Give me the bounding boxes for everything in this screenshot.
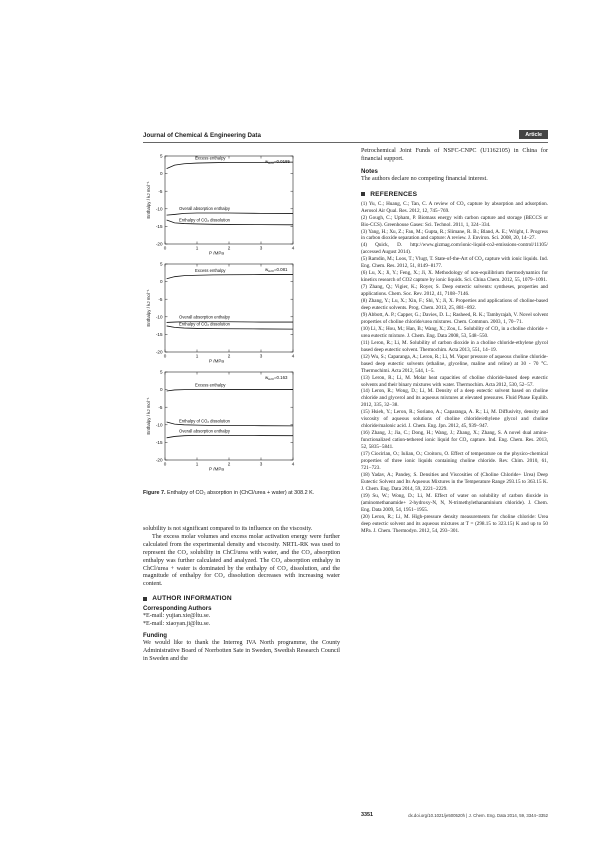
notes-heading: Notes (361, 167, 378, 175)
reference-item: (4) Quick, D. http://www.gizmag.com/ionic-liquid-co2-emissions-control/11105/ (accessed August 2014). (361, 242, 548, 256)
x-tick-label: 1 (195, 353, 199, 359)
y-tick-label: -20 (155, 457, 163, 463)
reference-item: (6) Lu, X.; Ji, Y.; Feng, X.; Ji, X. Methodology of non-equilibrium thermodynamics for kinetics research of CO2 capture by ionic liquids. Sci. China Chem. 2012, 55, 1079−1091. (361, 270, 548, 284)
caption-text: Enthalpy of CO₂ absorption in (ChCl/urea + water) at 308.2 K. (166, 490, 315, 496)
reference-item: (2) Gough, C.; Upham, P. Biomass energy with carbon capture and storage (BECCS or Bio-CCS). Greenhouse Gases: Sci. Technol. 2011, 1, 324−334. (361, 214, 548, 228)
notes-text: The authors declare no competing financial interest. (361, 175, 488, 182)
y-tick-label: -5 (158, 188, 163, 194)
reference-item: (17) Ciocirlan, O.; Iulian, O.; Croitoru, O. Effect of temperature on the physico-chemical properties of three ionic liquids containing choline chloride. Rev. Chim. 2010, 61, 721−723. (361, 451, 548, 471)
x-tick-label: 1 (195, 461, 199, 467)
reference-item: (18) Yadav, A.; Pandey, S. Densities and Viscosities of (Choline Chloride+ Urea) Deep Eutectic Solvent and Its Aqueous Mixtures in the Temperature Range 293.15 to 363.15 K. J. Chem. Eng. Data 2014, 59, 2221−2229. (361, 471, 548, 492)
series-label: Overall absorption enthalpy (179, 428, 230, 434)
paragraph: The excess molar volumes and excess molar activation energy were further calculated from the experimental density and viscosity. NRTL-RK was used to represent the CO₂ solubility in ChCl/urea with water, and the CO₂ absorption enthalpy was further calculated and analyzed. The CO₂ absorption enthalpy in ChCl/urea + water is dominated by the enthalpy of CO₂ dissolution, and the magnitude of enthalpy for CO₂ dissolution decreases with increasing water content. (143, 533, 340, 588)
series-line (167, 389, 293, 391)
plot-frame (165, 372, 293, 460)
water-fraction-label: $w_{H2O}=0.0185$ (265, 159, 290, 165)
series-line (167, 275, 293, 279)
x-axis-label: P /MPa (209, 466, 224, 472)
figure-caption (143, 490, 340, 497)
reference-item: (12) Wu, S.; Caparanga, A.; Leron, R.; Li, M. Vapor pressure of aqueous choline chloride-based deep eutectic solvents (ethaline, glyceline, maline and reline) at 30 - 70 °C. Thermochimi. Acta 2012, 544, 1−5. (361, 353, 548, 374)
y-tick-label: 0 (159, 171, 163, 177)
y-tick-label: -10 (155, 422, 163, 428)
x-tick-label: 2 (227, 353, 231, 359)
series-label: Enthalpy of CO₂ dissolution (179, 217, 230, 223)
x-axis-label: P /MPa (209, 358, 224, 364)
x-tick-label: 4 (291, 245, 295, 251)
email-2[interactable]: *E-mail: xiaoyan.ji@ltu.se. (143, 621, 211, 628)
plot-frame (165, 264, 293, 352)
reference-item: (1) Yu, C.; Huang, C.; Tan, C. A review of CO₂ capture by absorption and adsorption. Aerosol Air Qual. Res. 2012, 12, 745−769. (361, 200, 548, 214)
figure-7 (143, 146, 340, 486)
caption-label: Figure 7. (143, 490, 166, 496)
series-label: Overall absorption enthalpy (179, 314, 230, 320)
reference-item: (5) Ramdin, M.; Loos, T.; Vlugt, T. State-of-the-Art of CO₂ capture with ionic liquids. Ind. Eng. Chem. Res. 2012, 51, 8149−8177. (361, 256, 548, 270)
x-tick-label: 1 (195, 245, 199, 251)
reference-item: (15) Hsieh, Y.; Leron, R.; Soriano, A.; Caparanga, A. R.; Li, M. Diffusivity, density and viscosity of aqueous solutions of choline chloride/ethylene glycol and choline chloride/malonic acid. J. Chem. Eng. Jpn. 2012, 45, 939−947. (361, 409, 548, 430)
reference-item: (9) Abbott, A. P.; Capper, G.; Davies, D. L.; Rasheed, R. K.; Tambyrajah, V. Novel solvent properties of choline chloride/urea mixtures. Chem. Commun. 2003, 1, 70−71. (361, 311, 548, 325)
references-heading: REFERENCES (361, 191, 548, 198)
y-tick-label: -20 (155, 349, 163, 355)
doi-citation[interactable]: dx.doi.org/10.1021/je500520h | J. Chem. Eng. Data 2014, 59, 3344−3352 (408, 812, 548, 818)
left-column (143, 146, 340, 786)
y-tick-label: 0 (159, 279, 163, 285)
x-tick-label: 3 (259, 461, 263, 467)
funding-text: We would like to thank the Interreg IVA North programme, the County Administrative Board of Norrbotten Sate in Sweden, Swedish Research Council in Sweden and the (143, 640, 340, 662)
y-tick-label: 5 (159, 153, 163, 159)
series-label: Enthalpy of CO₂ dissolution (179, 321, 230, 327)
author-info-heading: AUTHOR INFORMATION (143, 595, 340, 602)
series-line (167, 213, 293, 215)
journal-title: Journal of Chemical & Engineering Data (143, 132, 261, 139)
page-number: 3351 (361, 812, 373, 818)
series-label: Overall absorption enthalpy (179, 206, 230, 212)
reference-item: (7) Zhang, Q.; Vigier, K.; Royer, S. Deep eutectic solvents: syntheses, properties and applications. Chem. Soc. Rev. 2012, 41, 7108−7146. (361, 284, 548, 298)
reference-item: (3) Yang, H.; Xu, Z.; Fan, M.; Gupta, R.; Slimane, R. B.; Bland, A. E.; Wright, I. Progress in carbon dioxide separation and capture: A review. J. Environ. Sci. 2008, 20, 14−27. (361, 228, 548, 242)
series-label: Excess enthalpy (195, 267, 226, 273)
left-body-text (143, 526, 340, 664)
reference-item: (10) Li, X.; Hou, M.; Han, B.; Wang, X.; Zou, L. Solubility of CO₂ in a choline chloride + urea eutectic mixture. J. Chem. Eng. Data 2008, 53, 548−550. (361, 325, 548, 339)
reference-item: (16) Zhang, J.; Jia, C.; Dong, H.; Wang, J.; Zhang, X.; Zhang, S. A novel dual amino-functionalized cation-tethered ionic liquid for CO₂ capture. Ind. Eng. Chem. Res. 2013, 52, 5835−5841. (361, 430, 548, 451)
reference-list (361, 201, 548, 535)
x-tick-label: 0 (163, 353, 167, 359)
x-tick-label: 4 (291, 353, 295, 359)
y-tick-label: 0 (159, 387, 163, 393)
header-rule (143, 142, 548, 143)
x-tick-label: 3 (259, 353, 263, 359)
section-square-icon (143, 597, 147, 601)
x-tick-label: 2 (227, 245, 231, 251)
section-square-icon (361, 192, 365, 196)
x-tick-label: 2 (227, 461, 231, 467)
x-tick-label: 0 (163, 461, 167, 467)
y-tick-label: -15 (155, 332, 163, 337)
reference-item: (13) Leron, R.; Li, M. Molar heat capacities of choline chloride-based deep eutectic solvents and their binary mixtures with water. Thermochim. Acta 2012, 530, 52−57. (361, 374, 548, 388)
funding-continued: Petrochemical Joint Funds of NSFC-CNPC (U1162105) in China for financial support. (361, 148, 548, 162)
article-type-badge: Article (519, 130, 548, 139)
y-axis-label: Enthalpy / kJ mol⁻¹ (146, 181, 151, 219)
series-label: Excess enthalpy (195, 155, 226, 161)
reference-item: (19) Su, W.; Wong, D.; Li, M. Effect of water on solubility of carbon dioxide in (aminomethanamide+ 2-hydroxy-N, N, N-trimethylethanaminium chloride). J. Chem. Eng. Data 2009, 54, 1951−1955. (361, 492, 548, 513)
water-fraction-label: $w_{H2O}=0.081$ (265, 267, 288, 273)
series-label: Excess enthalpy (195, 382, 226, 388)
y-axis-label: Enthalpy / kJ mol⁻¹ (146, 397, 151, 435)
y-tick-label: -15 (155, 224, 163, 229)
funding-heading: Funding (143, 632, 168, 640)
x-axis-label: P /MPa (209, 250, 224, 256)
y-tick-label: -10 (155, 314, 163, 320)
reference-item: (20) Leron, R.; Li, M. High-pressure density measurements for choline chloride: Urea deep eutectic solvent and its aqueous mixtures at T = (298.15 to 323.15) K and up to 50 MPa. J. Chem. Thermodyn. 2012, 54, 293−301. (361, 513, 548, 534)
series-label: Enthalpy of CO₂ dissolution (179, 418, 230, 424)
series-line (167, 435, 293, 437)
email-1[interactable]: *E-mail: yujian.xie@ltu.se. (143, 613, 211, 620)
running-header (143, 130, 548, 142)
y-tick-label: -20 (155, 241, 163, 247)
y-tick-label: -5 (158, 404, 163, 410)
x-tick-label: 4 (291, 461, 295, 467)
x-tick-label: 3 (259, 245, 263, 251)
y-tick-label: -10 (155, 206, 163, 212)
corresponding-authors-heading: Corresponding Authors (143, 605, 212, 613)
y-tick-label: 5 (159, 369, 163, 375)
paragraph: solubility is not significant compared to its influence on the viscosity. (143, 526, 313, 532)
reference-item: (8) Zhang, Y.; Lu, X.; Xin, F.; Shi, Y.; Ji, X. Properties and applications of choline-based deep eutectic solvents. Prog. Chem. 2013, 25, 881−892. (361, 298, 548, 312)
reference-item: (11) Leron, R.; Li, M. Solubility of carbon dioxide in a choline chloride-ethylene glycol based deep eutectic solvent. Thermochim. Acta 2013, 551, 14−19. (361, 339, 548, 353)
water-fraction-label: $w_{H2O}=0.163$ (265, 375, 288, 381)
reference-item: (14) Leron, R.; Wong, D.; Li, M. Density of a deep eutectic solvent based on choline chloride and glycerol and its aqueous mixtures at elevated pressures. Fluid Phase Equilib. 2012, 335, 32−38. (361, 388, 548, 409)
plot-frame (165, 156, 293, 244)
y-tick-label: -5 (158, 296, 163, 302)
x-tick-label: 0 (163, 245, 167, 251)
y-axis-label: Enthalpy / kJ mol⁻¹ (146, 289, 151, 327)
y-tick-label: -15 (155, 440, 163, 445)
y-tick-label: 5 (159, 261, 163, 267)
right-column (361, 148, 548, 798)
